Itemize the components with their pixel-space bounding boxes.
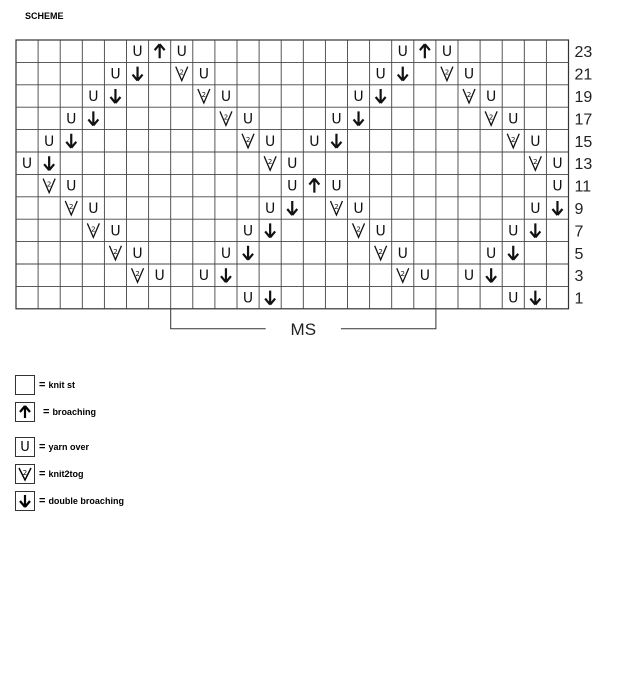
yarn-over-symbol — [177, 44, 187, 60]
yarn-over-symbol — [265, 134, 275, 150]
ms-bracket-left — [171, 309, 266, 329]
row-number: 1 — [574, 290, 584, 308]
yarn-over-symbol — [110, 67, 120, 83]
yarn-over-symbol — [552, 156, 562, 172]
legend-item-knit2tog — [15, 464, 83, 484]
svg-text:U: U — [552, 178, 563, 195]
legend-equals: = — [39, 495, 46, 507]
legend-equals: = — [43, 406, 50, 418]
svg-text:2: 2 — [356, 225, 361, 234]
legend-item-yarn-over — [15, 437, 89, 457]
yarn-over-symbol — [376, 67, 386, 83]
svg-text:2: 2 — [22, 469, 28, 477]
svg-text:U: U — [508, 223, 519, 240]
yarn-over-symbol — [44, 134, 54, 150]
yarn-over-symbol — [464, 268, 474, 284]
legend-label: double broaching — [48, 496, 124, 506]
yarn-over-symbol — [309, 134, 319, 150]
svg-text:U: U — [397, 44, 408, 61]
yarn-over-icon: U — [15, 437, 35, 457]
ms-bracket-right — [341, 309, 436, 329]
svg-text:U: U — [66, 178, 77, 195]
yarn-over-symbol — [508, 111, 518, 127]
legend-label: yarn over — [48, 442, 89, 452]
svg-text:U: U — [375, 66, 386, 83]
svg-text:U: U — [530, 201, 541, 217]
yarn-over-symbol — [398, 246, 408, 262]
legend-equals: = — [39, 379, 46, 391]
svg-text:2: 2 — [91, 225, 96, 234]
row-number: 23 — [574, 44, 593, 62]
yarn-over-symbol — [552, 179, 562, 195]
svg-text:U: U — [66, 111, 77, 128]
svg-text:2: 2 — [69, 203, 74, 211]
svg-text:U: U — [110, 66, 121, 83]
svg-text:U: U — [508, 111, 519, 128]
svg-text:U: U — [242, 111, 254, 128]
ms-label: MS — [290, 319, 317, 339]
svg-text:U: U — [331, 178, 342, 195]
svg-text:U: U — [21, 156, 33, 173]
svg-text:U: U — [220, 89, 232, 105]
yarn-over-symbol — [243, 223, 253, 239]
svg-text:2: 2 — [201, 91, 207, 99]
row-number: 3 — [574, 268, 584, 286]
yarn-over-symbol — [132, 44, 142, 60]
legend-equals: = — [39, 441, 46, 453]
yarn-over-symbol — [221, 89, 231, 105]
yarn-over-symbol — [243, 111, 253, 127]
svg-text:U: U — [353, 89, 364, 105]
svg-text:U: U — [220, 245, 232, 262]
svg-text:2: 2 — [378, 247, 383, 256]
yarn-over-symbol — [376, 223, 386, 239]
yarn-over-symbol — [287, 156, 297, 172]
svg-text:U: U — [176, 44, 187, 61]
yarn-over-symbol — [88, 201, 98, 217]
svg-text:2: 2 — [179, 68, 184, 77]
svg-text:2: 2 — [488, 113, 494, 122]
legend-equals: = — [39, 468, 46, 480]
svg-text:U: U — [242, 290, 254, 307]
svg-text:2: 2 — [46, 180, 52, 189]
svg-text:U: U — [530, 133, 541, 150]
svg-text:2: 2 — [400, 270, 405, 279]
yarn-over-symbol — [221, 246, 231, 262]
svg-text:2: 2 — [533, 158, 538, 167]
yarn-over-symbol — [486, 246, 496, 262]
svg-text:U: U — [88, 201, 99, 217]
yarn-over-symbol — [66, 111, 76, 127]
svg-text:U: U — [309, 133, 320, 150]
row-number: 13 — [574, 156, 593, 174]
row-number: 11 — [574, 178, 592, 196]
arrow-down-icon — [15, 491, 35, 511]
row-number: 21 — [574, 66, 593, 84]
yarn-over-symbol — [155, 268, 165, 284]
row-number: 19 — [574, 89, 593, 106]
svg-text:U: U — [265, 133, 276, 150]
yarn-over-symbol — [530, 201, 540, 217]
row-number: 15 — [574, 133, 593, 151]
yarn-over-symbol — [243, 291, 253, 307]
yarn-over-symbol — [331, 179, 341, 195]
yarn-over-symbol — [132, 246, 142, 262]
yarn-over-symbol — [442, 44, 452, 60]
svg-text:U: U — [242, 223, 254, 240]
scheme-title: SCHEME — [25, 11, 64, 21]
svg-text:U: U — [375, 223, 386, 240]
svg-text:2: 2 — [113, 247, 118, 256]
yarn-over-symbol — [486, 89, 496, 105]
svg-text:U: U — [132, 245, 143, 262]
svg-text:U: U — [419, 268, 430, 285]
legend-item-double-broaching — [15, 491, 124, 511]
svg-text:2: 2 — [245, 135, 251, 144]
svg-text:2: 2 — [267, 158, 273, 167]
svg-text:U: U — [287, 156, 298, 173]
yarn-over-symbol — [110, 223, 120, 239]
svg-text:2: 2 — [511, 135, 516, 144]
arrow-up-icon — [15, 402, 35, 422]
row-number: 9 — [574, 201, 584, 218]
yarn-over-symbol — [199, 67, 209, 83]
svg-text:U: U — [552, 156, 563, 173]
yarn-over-symbol — [287, 179, 297, 195]
svg-text:U: U — [331, 111, 342, 128]
svg-text:2: 2 — [444, 68, 450, 77]
svg-text:U: U — [508, 290, 519, 307]
svg-text:2: 2 — [223, 113, 229, 122]
knit-st-icon — [15, 375, 35, 395]
svg-text:U: U — [88, 89, 99, 105]
svg-text:U: U — [110, 223, 121, 240]
legend-item-knit — [15, 375, 75, 395]
svg-text:U: U — [463, 66, 475, 83]
yarn-over-symbol — [66, 179, 76, 195]
svg-text:U: U — [132, 44, 143, 61]
row-number: 17 — [574, 111, 593, 129]
yarn-over-symbol — [508, 223, 518, 239]
legend-item-broaching — [15, 402, 96, 422]
svg-text:U: U — [154, 268, 165, 285]
svg-text:U: U — [353, 201, 364, 217]
svg-text:U: U — [198, 66, 209, 83]
legend-label: knit2tog — [48, 469, 84, 479]
yarn-over-symbol — [22, 156, 32, 172]
row-number: 5 — [574, 245, 584, 263]
svg-text:U: U — [44, 133, 55, 150]
svg-text:2: 2 — [334, 203, 339, 211]
svg-text:U: U — [441, 44, 453, 61]
yarn-over-symbol — [331, 111, 341, 127]
yarn-over-symbol — [398, 44, 408, 60]
yarn-over-symbol — [199, 268, 209, 284]
yarn-over-symbol — [530, 134, 540, 150]
svg-text:2: 2 — [466, 91, 472, 99]
svg-text:U: U — [287, 178, 298, 195]
svg-text:U: U — [486, 89, 497, 105]
knit2tog-icon — [15, 464, 35, 484]
svg-text:U: U — [486, 245, 497, 262]
legend-label: knit st — [48, 380, 75, 390]
svg-text:U: U — [397, 245, 408, 262]
legend-label: broaching — [52, 407, 96, 417]
svg-text:2: 2 — [135, 270, 140, 279]
svg-text:U: U — [463, 268, 475, 285]
row-number: 7 — [574, 223, 584, 241]
svg-text:U: U — [265, 201, 276, 217]
yarn-over-symbol — [353, 89, 363, 105]
svg-text:U: U — [198, 268, 209, 285]
yarn-over-symbol — [353, 201, 363, 217]
yarn-over-symbol — [420, 268, 430, 284]
yarn-over-symbol — [464, 67, 474, 83]
yarn-over-symbol — [265, 201, 275, 217]
yarn-over-symbol — [88, 89, 98, 105]
yarn-over-symbol — [508, 291, 518, 307]
